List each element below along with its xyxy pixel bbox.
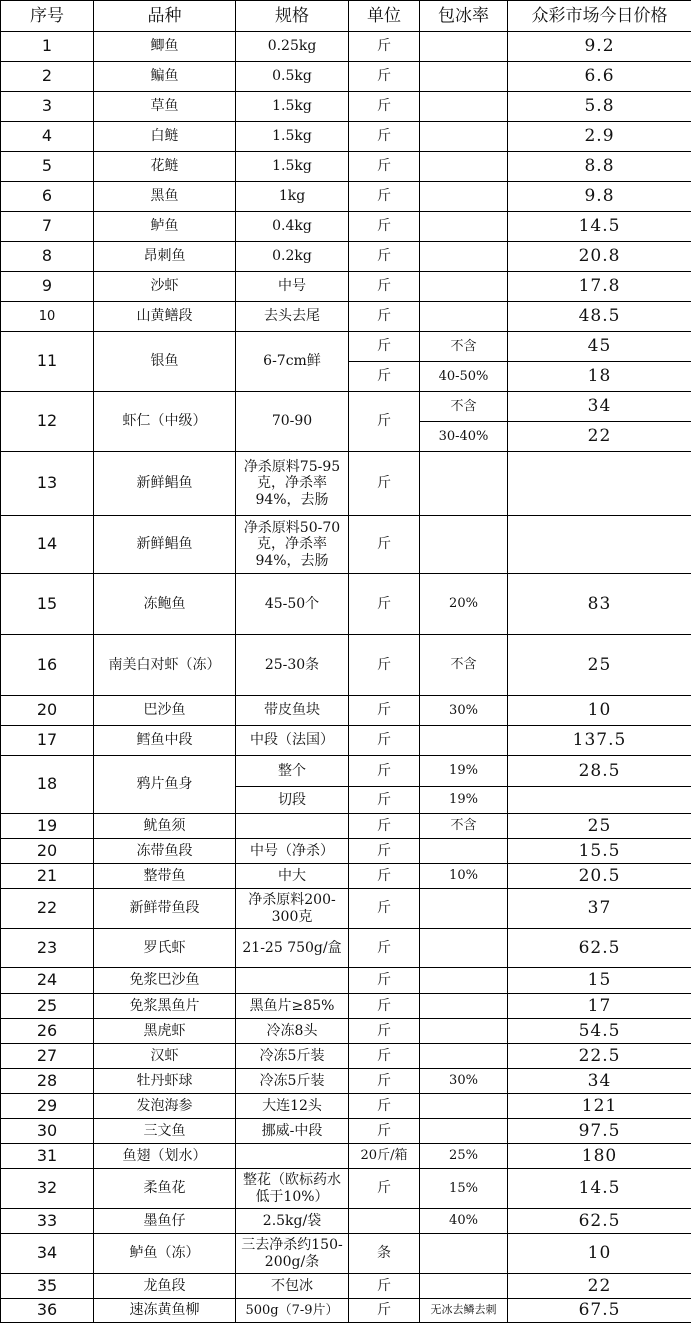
cell-price [508, 787, 691, 814]
cell-spec: 冷冻5斤装 [236, 1069, 349, 1094]
cell-name: 柔鱼花 [94, 1169, 236, 1209]
cell-name: 鲈鱼（冻） [94, 1234, 236, 1274]
cell-no: 25 [1, 994, 94, 1019]
cell-spec: 冷冻5斤装 [236, 1044, 349, 1069]
cell-unit: 斤 [349, 392, 420, 452]
cell-no: 32 [1, 1169, 94, 1209]
table-row [1, 1234, 691, 1274]
cell-no: 12 [1, 392, 94, 452]
cell-price: 45 [508, 332, 691, 362]
cell-unit: 斤 [349, 889, 420, 929]
cell-price: 18 [508, 362, 691, 392]
cell-spec: 70-90 [236, 392, 349, 452]
cell-unit: 斤 [349, 122, 420, 152]
cell-no: 7 [1, 212, 94, 242]
cell-name: 发泡海参 [94, 1094, 236, 1119]
cell-no: 31 [1, 1144, 94, 1169]
cell-name: 白鲢 [94, 122, 236, 152]
cell-no: 11 [1, 332, 94, 392]
cell-unit: 斤 [349, 92, 420, 122]
cell-no: 29 [1, 1094, 94, 1119]
cell-no: 20 [1, 696, 94, 726]
cell-name: 巴沙鱼 [94, 696, 236, 726]
table-row [1, 452, 691, 516]
cell-price: 34 [508, 392, 691, 422]
cell-no: 20 [1, 839, 94, 864]
cell-no: 6 [1, 182, 94, 212]
table-row [1, 1019, 691, 1044]
cell-spec: 2.5kg/袋 [236, 1209, 349, 1234]
cell-unit: 斤 [349, 787, 420, 814]
cell-name: 三文鱼 [94, 1119, 236, 1144]
cell-spec: 6-7cm鲜 [236, 332, 349, 392]
cell-ice: 25% [420, 1144, 508, 1169]
cell-name: 鲫鱼 [94, 32, 236, 62]
cell-ice: 40-50% [420, 362, 508, 392]
cell-name: 免浆黑鱼片 [94, 994, 236, 1019]
cell-no: 3 [1, 92, 94, 122]
cell-price [508, 516, 691, 574]
table-row [1, 332, 691, 362]
cell-name: 鳕鱼中段 [94, 726, 236, 756]
cell-ice: 10% [420, 864, 508, 889]
cell-unit: 斤 [349, 272, 420, 302]
cell-no: 1 [1, 32, 94, 62]
table-row [1, 152, 691, 182]
cell-spec: 45-50个 [236, 574, 349, 635]
cell-ice: 不含 [420, 332, 508, 362]
table-row [1, 182, 691, 212]
cell-spec: 中大 [236, 864, 349, 889]
table-row [1, 635, 691, 696]
cell-no: 27 [1, 1044, 94, 1069]
cell-ice [420, 122, 508, 152]
cell-no: 30 [1, 1119, 94, 1144]
header-ice: 包冰率 [420, 1, 508, 32]
cell-price: 20.5 [508, 864, 691, 889]
cell-unit: 斤 [349, 242, 420, 272]
cell-price: 25 [508, 635, 691, 696]
cell-price: 28.5 [508, 756, 691, 787]
cell-name: 鲈鱼 [94, 212, 236, 242]
cell-price: 6.6 [508, 62, 691, 92]
cell-name: 黑鱼 [94, 182, 236, 212]
table-row [1, 516, 691, 574]
cell-name: 鸦片鱼身 [94, 756, 236, 814]
table-row [1, 1119, 691, 1144]
table-row [1, 726, 691, 756]
cell-ice [420, 726, 508, 756]
cell-name: 冻带鱼段 [94, 839, 236, 864]
cell-unit: 斤 [349, 994, 420, 1019]
cell-no: 13 [1, 452, 94, 516]
cell-ice [420, 92, 508, 122]
cell-spec [236, 1144, 349, 1169]
cell-no: 9 [1, 272, 94, 302]
cell-no: 21 [1, 864, 94, 889]
table-row [1, 839, 691, 864]
table-row [1, 1299, 691, 1323]
table-row [1, 864, 691, 889]
cell-ice: 30% [420, 1069, 508, 1094]
cell-price: 34 [508, 1069, 691, 1094]
cell-no: 15 [1, 574, 94, 635]
cell-ice: 不含 [420, 635, 508, 696]
cell-price [508, 452, 691, 516]
cell-no: 19 [1, 814, 94, 839]
table-row [1, 392, 691, 422]
cell-name: 牡丹虾球 [94, 1069, 236, 1094]
cell-spec: 500g（7-9片） [236, 1299, 349, 1323]
cell-unit: 斤 [349, 212, 420, 242]
cell-no: 4 [1, 122, 94, 152]
cell-ice [420, 889, 508, 929]
cell-name: 沙虾 [94, 272, 236, 302]
cell-name: 鱿鱼须 [94, 814, 236, 839]
cell-name: 免浆巴沙鱼 [94, 968, 236, 994]
cell-ice [420, 212, 508, 242]
cell-unit: 斤 [349, 1274, 420, 1299]
cell-ice [420, 152, 508, 182]
cell-unit: 斤 [349, 635, 420, 696]
header-unit: 单位 [349, 1, 420, 32]
cell-spec: 整花（欧标药水低于10%） [236, 1169, 349, 1209]
cell-price: 62.5 [508, 1209, 691, 1234]
cell-unit: 斤 [349, 756, 420, 787]
cell-name: 新鲜鲳鱼 [94, 516, 236, 574]
table-row [1, 1144, 691, 1169]
cell-ice [420, 1119, 508, 1144]
cell-spec: 1kg [236, 182, 349, 212]
cell-ice: 无冰去鳞去刺 [420, 1299, 508, 1323]
table-row [1, 574, 691, 635]
cell-unit: 斤 [349, 1299, 420, 1323]
cell-ice [420, 272, 508, 302]
cell-spec: 三去净杀约150-200g/条 [236, 1234, 349, 1274]
header-row [1, 1, 691, 32]
cell-unit: 斤 [349, 726, 420, 756]
table-row [1, 32, 691, 62]
header-name: 品种 [94, 1, 236, 32]
cell-name: 新鲜鲳鱼 [94, 452, 236, 516]
cell-price: 54.5 [508, 1019, 691, 1044]
cell-spec: 去头去尾 [236, 302, 349, 332]
cell-price: 22.5 [508, 1044, 691, 1069]
cell-price: 83 [508, 574, 691, 635]
cell-price: 67.5 [508, 1299, 691, 1323]
cell-no: 26 [1, 1019, 94, 1044]
cell-spec: 冷冻8头 [236, 1019, 349, 1044]
cell-name: 黑虎虾 [94, 1019, 236, 1044]
cell-ice [420, 62, 508, 92]
cell-no: 33 [1, 1209, 94, 1234]
cell-spec: 0.25kg [236, 32, 349, 62]
cell-unit: 斤 [349, 182, 420, 212]
cell-unit: 斤 [349, 1094, 420, 1119]
cell-ice: 30-40% [420, 422, 508, 452]
cell-name: 鱼翅（划水） [94, 1144, 236, 1169]
cell-name: 冻鲍鱼 [94, 574, 236, 635]
cell-spec: 中号（净杀） [236, 839, 349, 864]
cell-price: 14.5 [508, 1169, 691, 1209]
cell-no: 35 [1, 1274, 94, 1299]
cell-price: 137.5 [508, 726, 691, 756]
table-row [1, 242, 691, 272]
cell-spec: 1.5kg [236, 152, 349, 182]
cell-name: 花鲢 [94, 152, 236, 182]
cell-ice: 不含 [420, 392, 508, 422]
table-row [1, 889, 691, 929]
cell-unit: 斤 [349, 362, 420, 392]
cell-no: 34 [1, 1234, 94, 1274]
table-row [1, 968, 691, 994]
cell-unit [349, 1209, 420, 1234]
table-row [1, 696, 691, 726]
cell-price: 180 [508, 1144, 691, 1169]
table-row [1, 1274, 691, 1299]
cell-ice [420, 1274, 508, 1299]
cell-no: 17 [1, 726, 94, 756]
cell-name: 汉虾 [94, 1044, 236, 1069]
cell-price: 20.8 [508, 242, 691, 272]
cell-price: 22 [508, 422, 691, 452]
cell-ice: 19% [420, 756, 508, 787]
cell-unit: 斤 [349, 1119, 420, 1144]
cell-no: 5 [1, 152, 94, 182]
cell-ice [420, 302, 508, 332]
cell-unit: 斤 [349, 929, 420, 968]
cell-price: 37 [508, 889, 691, 929]
cell-spec: 1.5kg [236, 122, 349, 152]
cell-unit: 斤 [349, 1044, 420, 1069]
cell-unit: 斤 [349, 62, 420, 92]
table-row [1, 929, 691, 968]
cell-unit: 斤 [349, 452, 420, 516]
cell-unit: 斤 [349, 968, 420, 994]
cell-ice [420, 182, 508, 212]
cell-price: 15.5 [508, 839, 691, 864]
cell-unit: 斤 [349, 32, 420, 62]
cell-ice [420, 968, 508, 994]
table-row [1, 1209, 691, 1234]
cell-unit: 斤 [349, 1069, 420, 1094]
cell-spec: 0.2kg [236, 242, 349, 272]
table-row [1, 212, 691, 242]
table-row [1, 272, 691, 302]
table-row [1, 122, 691, 152]
cell-name: 银鱼 [94, 332, 236, 392]
cell-ice [420, 1234, 508, 1274]
cell-spec: 25-30条 [236, 635, 349, 696]
table-row [1, 1069, 691, 1094]
cell-unit: 20斤/箱 [349, 1144, 420, 1169]
cell-spec [236, 968, 349, 994]
cell-ice: 40% [420, 1209, 508, 1234]
cell-unit: 斤 [349, 302, 420, 332]
cell-price: 8.8 [508, 152, 691, 182]
cell-ice [420, 452, 508, 516]
cell-ice [420, 1044, 508, 1069]
cell-price: 17.8 [508, 272, 691, 302]
cell-no: 14 [1, 516, 94, 574]
cell-name: 草鱼 [94, 92, 236, 122]
cell-no: 18 [1, 756, 94, 814]
cell-name: 虾仁（中级） [94, 392, 236, 452]
table-row [1, 302, 691, 332]
cell-ice: 19% [420, 787, 508, 814]
cell-name: 整带鱼 [94, 864, 236, 889]
table-row [1, 62, 691, 92]
cell-unit: 斤 [349, 1169, 420, 1209]
cell-unit: 条 [349, 1234, 420, 1274]
cell-spec: 切段 [236, 787, 349, 814]
cell-spec: 21-25 750g/盒 [236, 929, 349, 968]
cell-name: 罗氏虾 [94, 929, 236, 968]
cell-price: 17 [508, 994, 691, 1019]
cell-no: 10 [1, 302, 94, 332]
cell-price: 14.5 [508, 212, 691, 242]
cell-spec: 净杀原料50-70克，净杀率94%，去肠 [236, 516, 349, 574]
table-row [1, 1169, 691, 1209]
cell-price: 62.5 [508, 929, 691, 968]
cell-spec: 大连12头 [236, 1094, 349, 1119]
cell-spec: 净杀原料75-95克，净杀率94%，去肠 [236, 452, 349, 516]
cell-price: 10 [508, 1234, 691, 1274]
cell-ice: 15% [420, 1169, 508, 1209]
cell-no: 23 [1, 929, 94, 968]
cell-no: 22 [1, 889, 94, 929]
cell-no: 8 [1, 242, 94, 272]
header-spec: 规格 [236, 1, 349, 32]
table-row [1, 994, 691, 1019]
cell-ice: 20% [420, 574, 508, 635]
cell-name: 南美白对虾（冻） [94, 635, 236, 696]
cell-name: 山黄鳝段 [94, 302, 236, 332]
cell-name: 墨鱼仔 [94, 1209, 236, 1234]
cell-price: 9.2 [508, 32, 691, 62]
cell-ice [420, 1094, 508, 1119]
cell-no: 24 [1, 968, 94, 994]
table-row [1, 1044, 691, 1069]
cell-unit: 斤 [349, 574, 420, 635]
cell-ice [420, 994, 508, 1019]
cell-no: 16 [1, 635, 94, 696]
cell-ice [420, 929, 508, 968]
cell-price: 48.5 [508, 302, 691, 332]
cell-price: 25 [508, 814, 691, 839]
cell-ice [420, 32, 508, 62]
header-price: 众彩市场今日价格 [508, 1, 691, 32]
cell-unit: 斤 [349, 332, 420, 362]
cell-ice: 30% [420, 696, 508, 726]
cell-unit: 斤 [349, 1019, 420, 1044]
cell-spec: 黑鱼片≥85% [236, 994, 349, 1019]
cell-ice [420, 839, 508, 864]
cell-spec: 整个 [236, 756, 349, 787]
cell-unit: 斤 [349, 839, 420, 864]
cell-ice: 不含 [420, 814, 508, 839]
cell-spec: 挪威-中段 [236, 1119, 349, 1144]
cell-spec: 中号 [236, 272, 349, 302]
cell-spec: 1.5kg [236, 92, 349, 122]
table-row [1, 814, 691, 839]
cell-ice [420, 516, 508, 574]
cell-unit: 斤 [349, 814, 420, 839]
cell-price: 97.5 [508, 1119, 691, 1144]
cell-price: 5.8 [508, 92, 691, 122]
cell-unit: 斤 [349, 152, 420, 182]
cell-name: 速冻黄鱼柳 [94, 1299, 236, 1323]
cell-name: 新鲜带鱼段 [94, 889, 236, 929]
cell-unit: 斤 [349, 864, 420, 889]
cell-price: 2.9 [508, 122, 691, 152]
cell-spec: 0.5kg [236, 62, 349, 92]
cell-spec: 不包冰 [236, 1274, 349, 1299]
cell-price: 15 [508, 968, 691, 994]
cell-name: 鳊鱼 [94, 62, 236, 92]
table-row [1, 1094, 691, 1119]
header-no: 序号 [1, 1, 94, 32]
cell-ice [420, 242, 508, 272]
cell-no: 36 [1, 1299, 94, 1323]
cell-spec [236, 814, 349, 839]
cell-unit: 斤 [349, 516, 420, 574]
cell-ice [420, 1019, 508, 1044]
cell-price: 9.8 [508, 182, 691, 212]
cell-price: 10 [508, 696, 691, 726]
cell-name: 龙鱼段 [94, 1274, 236, 1299]
cell-spec: 0.4kg [236, 212, 349, 242]
cell-spec: 中段（法国） [236, 726, 349, 756]
cell-no: 28 [1, 1069, 94, 1094]
cell-unit: 斤 [349, 696, 420, 726]
cell-spec: 净杀原料200-300克 [236, 889, 349, 929]
cell-price: 121 [508, 1094, 691, 1119]
cell-price: 22 [508, 1274, 691, 1299]
table-row [1, 92, 691, 122]
cell-no: 2 [1, 62, 94, 92]
cell-spec: 带皮鱼块 [236, 696, 349, 726]
table-row [1, 756, 691, 787]
cell-name: 昂刺鱼 [94, 242, 236, 272]
